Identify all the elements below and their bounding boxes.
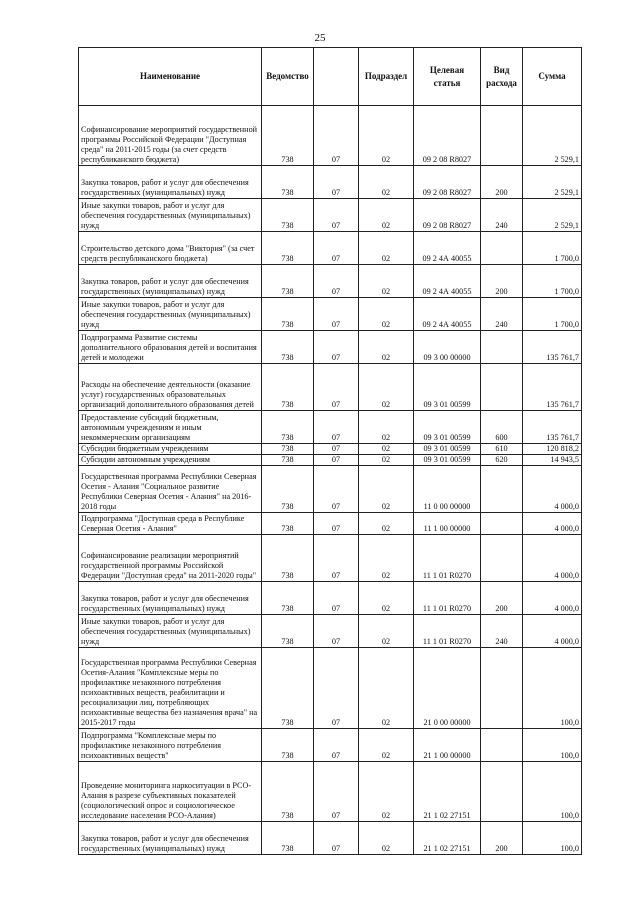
row-target-article: 09 2 4А 40055: [414, 232, 481, 265]
row-name-text: Закупка товаров, работ и услуг для обеспечения государственных (муниципальных) нужд: [81, 594, 249, 613]
row-name: [79, 199, 262, 232]
table-row: [79, 444, 582, 455]
row-amount: 14 943,5: [523, 455, 582, 466]
row-expense-type: 620: [481, 455, 523, 466]
row-expense-type: 240: [481, 199, 523, 232]
table-row: [79, 331, 582, 364]
row-department-code: 738: [262, 199, 314, 232]
row-subsection-code: 02: [359, 199, 414, 232]
row-subsection-code: 02: [359, 648, 414, 729]
row-amount: 135 761,7: [523, 411, 582, 444]
table-row: [79, 615, 582, 648]
row-amount: 100,0: [523, 822, 582, 855]
row-department-code: 738: [262, 762, 314, 822]
row-subsection-code: 02: [359, 455, 414, 466]
row-subsection-code: 02: [359, 762, 414, 822]
row-section-code: 07: [314, 466, 359, 513]
row-name: [79, 466, 262, 513]
row-section-code: 07: [314, 455, 359, 466]
row-department-code: 738: [262, 822, 314, 855]
row-name: [79, 411, 262, 444]
row-name: [79, 762, 262, 822]
row-name: [79, 729, 262, 762]
row-name-text: Иные закупки товаров, работ и услуг для обеспечения государственных (муниципальных) нужд: [81, 617, 251, 646]
row-section-code: 07: [314, 265, 359, 298]
table-row: [79, 513, 582, 535]
table-row: [79, 232, 582, 265]
row-expense-type: 610: [481, 444, 523, 455]
row-department-code: 738: [262, 106, 314, 166]
row-name: [79, 615, 262, 648]
column-header-section: [314, 48, 359, 106]
table-row: [79, 762, 582, 822]
row-target-article: 09 2 4А 40055: [414, 298, 481, 331]
row-expense-type: 240: [481, 615, 523, 648]
row-section-code: 07: [314, 166, 359, 199]
row-name-text: Подпрограмма "Доступная среда в Республике Северная Осетия - Алания": [81, 514, 245, 533]
table-body: [79, 106, 582, 855]
column-header-target-article: Целевая статья: [414, 48, 481, 106]
row-target-article: 11 1 01 R0270: [414, 535, 481, 582]
row-department-code: 738: [262, 648, 314, 729]
row-name: [79, 513, 262, 535]
row-target-article: 21 0 00 00000: [414, 648, 481, 729]
budget-table: [78, 47, 582, 855]
row-expense-type: [481, 762, 523, 822]
table-row: [79, 822, 582, 855]
table-row: [79, 648, 582, 729]
row-department-code: 738: [262, 166, 314, 199]
table-row: [79, 411, 582, 444]
row-name-text: Подпрограмма Развитие системы дополнительного образования детей и воспитания детей и молодежи: [81, 333, 257, 362]
row-amount: 1 700,0: [523, 232, 582, 265]
row-name-text: Государственная программа Республики Северная Осетия-Алания "Комплексные меры по профилактике незаконного потребления психоактивных веществ, реабилитации и ресоциализации лиц, потребляющих психоактивные вещества без назначения врача" на 2015-2017 годы: [81, 658, 258, 727]
row-target-article: 21 1 00 00000: [414, 729, 481, 762]
table-row: [79, 582, 582, 615]
row-section-code: 07: [314, 513, 359, 535]
row-department-code: 738: [262, 535, 314, 582]
row-name-text: Предоставление субсидий бюджетным, автономным учреждениям и иным некоммерческим организациям: [81, 413, 219, 442]
row-department-code: 738: [262, 411, 314, 444]
row-amount: 100,0: [523, 648, 582, 729]
row-amount: 100,0: [523, 762, 582, 822]
row-subsection-code: 02: [359, 444, 414, 455]
row-section-code: 07: [314, 298, 359, 331]
row-amount: 1 700,0: [523, 298, 582, 331]
row-section-code: 07: [314, 615, 359, 648]
row-section-code: 07: [314, 535, 359, 582]
table-row: [79, 166, 582, 199]
row-expense-type: 200: [481, 166, 523, 199]
row-amount: 135 761,7: [523, 364, 582, 411]
row-name-text: Закупка товаров, работ и услуг для обеспечения государственных (муниципальных) нужд: [81, 277, 249, 296]
table-row: [79, 199, 582, 232]
row-department-code: 738: [262, 582, 314, 615]
row-name-text: Подпрограмма "Комплексные меры по профилактике незаконного потребления психоактивных веществ": [81, 731, 222, 760]
table-row: [79, 455, 582, 466]
row-department-code: 738: [262, 265, 314, 298]
row-subsection-code: 02: [359, 331, 414, 364]
row-target-article: 09 3 01 00599: [414, 364, 481, 411]
row-subsection-code: 02: [359, 513, 414, 535]
row-target-article: 09 2 4А 40055: [414, 265, 481, 298]
table-row: [79, 466, 582, 513]
row-amount: 2 529,1: [523, 199, 582, 232]
row-target-article: 11 1 01 R0270: [414, 615, 481, 648]
row-target-article: 09 2 08 R8027: [414, 106, 481, 166]
row-amount: 4 000,0: [523, 535, 582, 582]
row-department-code: 738: [262, 232, 314, 265]
row-amount: 4 000,0: [523, 615, 582, 648]
row-name: [79, 535, 262, 582]
row-section-code: 07: [314, 582, 359, 615]
row-target-article: 09 3 01 00599: [414, 444, 481, 455]
row-name-text: Закупка товаров, работ и услуг для обеспечения государственных (муниципальных) нужд: [81, 834, 249, 853]
row-section-code: 07: [314, 232, 359, 265]
row-subsection-code: 02: [359, 582, 414, 615]
column-header-amount: Сумма: [523, 48, 582, 106]
table-row: [79, 265, 582, 298]
row-target-article: 11 0 00 00000: [414, 466, 481, 513]
row-name: [79, 455, 262, 466]
table-row: [79, 729, 582, 762]
row-department-code: 738: [262, 364, 314, 411]
row-name: [79, 582, 262, 615]
row-expense-type: [481, 106, 523, 166]
row-name: [79, 444, 262, 455]
row-target-article: 09 2 08 R8027: [414, 199, 481, 232]
table-row: [79, 364, 582, 411]
row-section-code: 07: [314, 364, 359, 411]
row-subsection-code: 02: [359, 466, 414, 513]
row-name-text: Субсидии автономным учреждениям: [81, 455, 210, 464]
row-expense-type: [481, 513, 523, 535]
row-expense-type: [481, 535, 523, 582]
row-section-code: 07: [314, 331, 359, 364]
row-section-code: 07: [314, 444, 359, 455]
column-header-department: Ведомство: [262, 48, 314, 106]
row-name: [79, 331, 262, 364]
table-row: [79, 535, 582, 582]
row-name: [79, 822, 262, 855]
row-department-code: 738: [262, 615, 314, 648]
row-amount: 2 529,1: [523, 106, 582, 166]
row-expense-type: [481, 364, 523, 411]
row-expense-type: [481, 331, 523, 364]
table-header-row: [79, 48, 582, 106]
row-name-text: Софинансирование реализации мероприятий государственной программы Российской Федерации "Доступная среда" на 2011-2020 годы": [81, 551, 257, 580]
row-expense-type: 200: [481, 822, 523, 855]
row-expense-type: 200: [481, 582, 523, 615]
row-name: [79, 166, 262, 199]
row-section-code: 07: [314, 729, 359, 762]
row-department-code: 738: [262, 729, 314, 762]
row-amount: 135 761,7: [523, 331, 582, 364]
row-name-text: Государственная программа Республики Северная Осетия - Алания "Социальное развитие Республики Северная Осетия - Алания" на 2016-2018 годы: [81, 472, 257, 511]
row-target-article: 09 3 01 00599: [414, 455, 481, 466]
row-subsection-code: 02: [359, 265, 414, 298]
row-target-article: 09 2 08 R8027: [414, 166, 481, 199]
row-section-code: 07: [314, 106, 359, 166]
row-name-text: Иные закупки товаров, работ и услуг для обеспечения государственных (муниципальных) нужд: [81, 201, 251, 230]
table-row: [79, 106, 582, 166]
row-subsection-code: 02: [359, 615, 414, 648]
row-name-text: Строительство детского дома "Виктория" (за счет средств республиканского бюджета): [81, 244, 255, 263]
row-expense-type: 200: [481, 265, 523, 298]
row-expense-type: [481, 232, 523, 265]
row-department-code: 738: [262, 455, 314, 466]
row-name-text: Расходы на обеспечение деятельности (оказание услуг) государственных образовательных организаций дополнительного образования детей: [81, 380, 254, 409]
row-section-code: 07: [314, 199, 359, 232]
row-target-article: 11 1 00 00000: [414, 513, 481, 535]
row-department-code: 738: [262, 466, 314, 513]
row-name: [79, 298, 262, 331]
row-subsection-code: 02: [359, 822, 414, 855]
row-department-code: 738: [262, 331, 314, 364]
row-name-text: Софинансирование мероприятий государственной программы Российской Федерации "Доступная среда" на 2011-2015 годы (за счет средств республиканского бюджета): [81, 125, 258, 164]
row-subsection-code: 02: [359, 166, 414, 199]
table-row: [79, 298, 582, 331]
row-name: [79, 232, 262, 265]
row-subsection-code: 02: [359, 729, 414, 762]
row-amount: 4 000,0: [523, 466, 582, 513]
row-name-text: Иные закупки товаров, работ и услуг для обеспечения государственных (муниципальных) нужд: [81, 300, 251, 329]
row-subsection-code: 02: [359, 535, 414, 582]
row-name: [79, 648, 262, 729]
row-expense-type: [481, 729, 523, 762]
row-section-code: 07: [314, 762, 359, 822]
row-amount: 2 529,1: [523, 166, 582, 199]
row-subsection-code: 02: [359, 106, 414, 166]
row-name: [79, 364, 262, 411]
row-expense-type: 600: [481, 411, 523, 444]
row-name: [79, 265, 262, 298]
row-amount: 100,0: [523, 729, 582, 762]
row-name-text: Субсидии бюджетным учреждениям: [81, 444, 209, 453]
row-target-article: 21 1 02 27151: [414, 762, 481, 822]
column-header-expense-type: Вид расхода: [481, 48, 523, 106]
row-department-code: 738: [262, 298, 314, 331]
row-subsection-code: 02: [359, 411, 414, 444]
column-header-subsection: Подраздел: [359, 48, 414, 106]
row-subsection-code: 02: [359, 364, 414, 411]
row-section-code: 07: [314, 411, 359, 444]
row-expense-type: 240: [481, 298, 523, 331]
row-target-article: 11 1 01 R0270: [414, 582, 481, 615]
row-subsection-code: 02: [359, 298, 414, 331]
row-target-article: 09 3 00 00000: [414, 331, 481, 364]
row-target-article: 09 3 01 00599: [414, 411, 481, 444]
row-expense-type: [481, 648, 523, 729]
row-department-code: 738: [262, 444, 314, 455]
row-amount: 4 000,0: [523, 582, 582, 615]
row-section-code: 07: [314, 822, 359, 855]
row-subsection-code: 02: [359, 232, 414, 265]
row-name: [79, 106, 262, 166]
row-department-code: 738: [262, 513, 314, 535]
row-amount: 1 700,0: [523, 265, 582, 298]
row-target-article: 21 1 02 27151: [414, 822, 481, 855]
row-amount: 4 000,0: [523, 513, 582, 535]
row-name-text: Проведение мониторинга наркоситуации в РСО-Алания в разрезе субъективных показателей (социологический опрос и социологическое исследование населения РСО-Алания): [81, 781, 252, 820]
column-header-name: Наименование: [79, 48, 262, 106]
row-section-code: 07: [314, 648, 359, 729]
page-number: 25: [314, 32, 326, 44]
row-amount: 120 818,2: [523, 444, 582, 455]
row-expense-type: [481, 466, 523, 513]
row-name-text: Закупка товаров, работ и услуг для обеспечения государственных (муниципальных) нужд: [81, 178, 249, 197]
